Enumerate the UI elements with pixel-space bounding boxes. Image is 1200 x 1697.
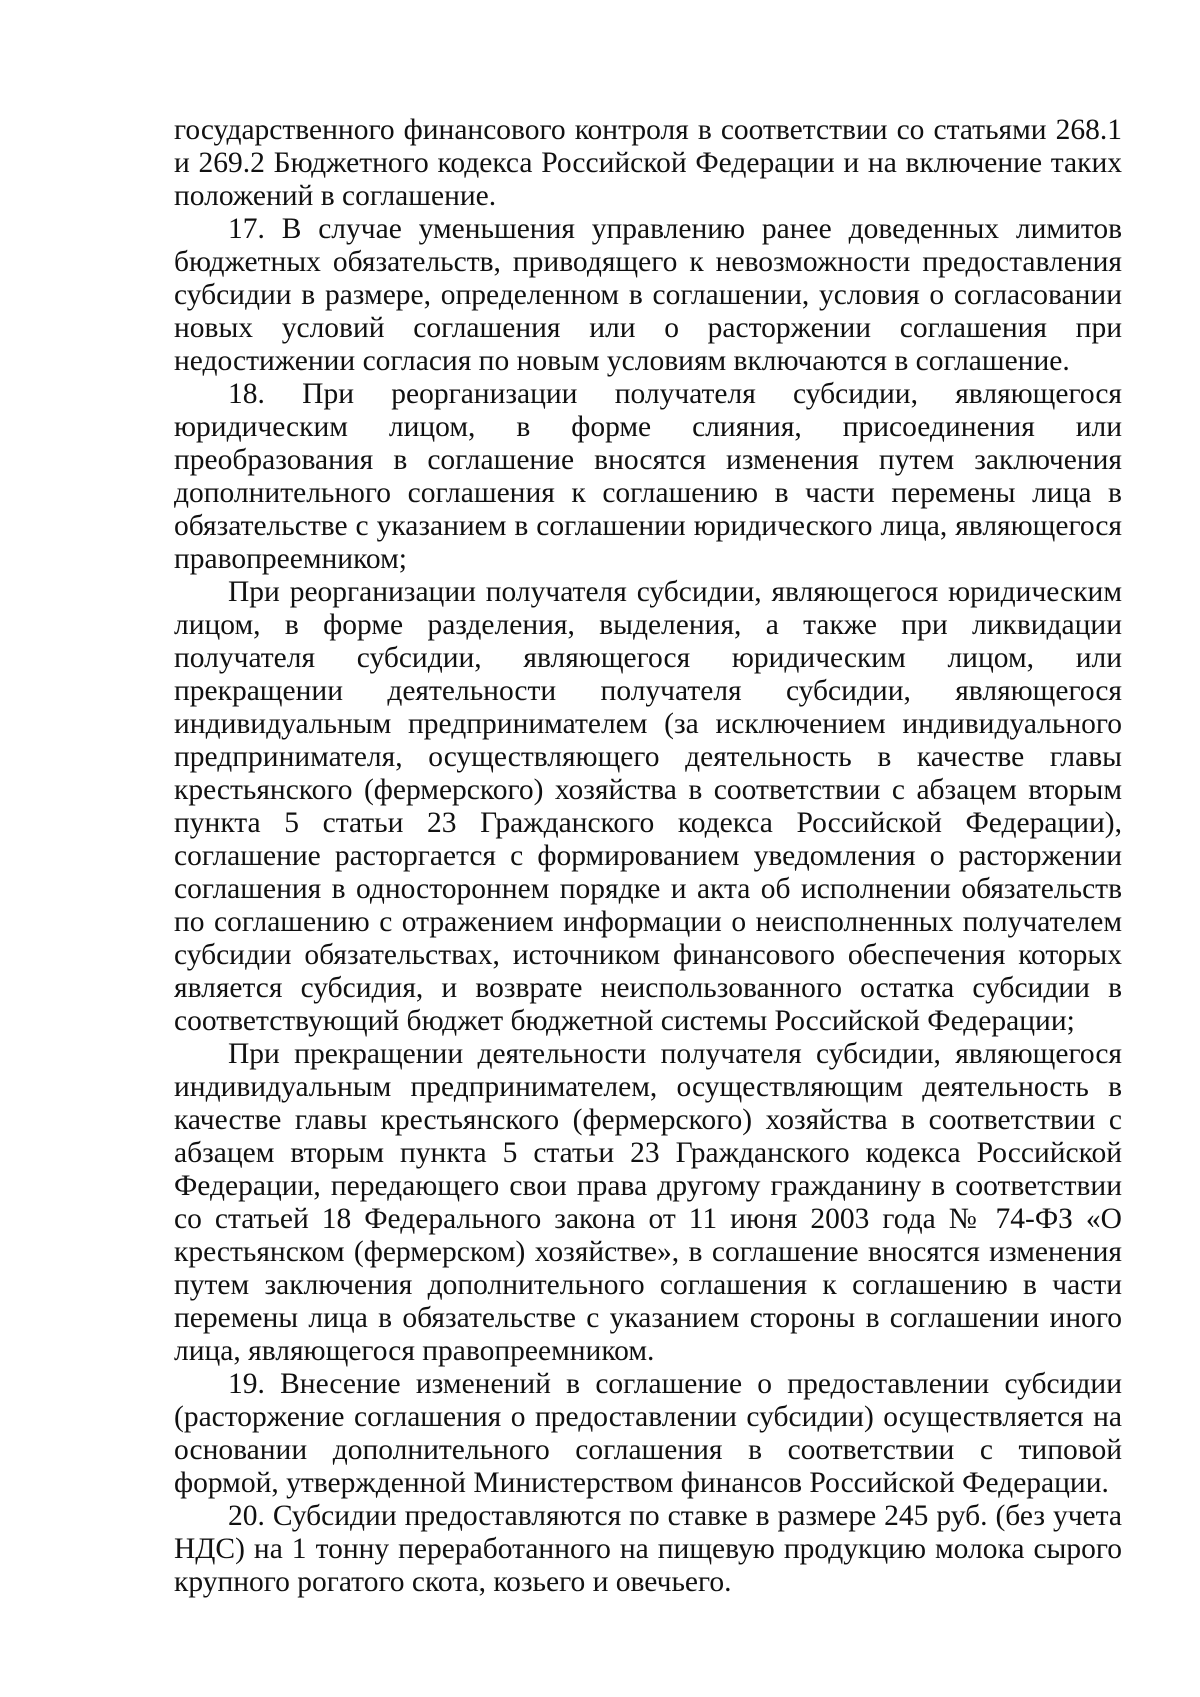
- document-body: [174, 114, 1122, 1599]
- paragraph-item-20: 20. Субсидии предоставляются по ставке в размере 245 руб. (без учета НДС) на 1 тонну переработанного на пищевую продукцию молока сырого крупного рогатого скота, козьего и овечьего.: [174, 1500, 1122, 1598]
- paragraph-reorganization-division: При реорганизации получателя субсидии, являющегося юридическим лицом, в форме разделения, выделения, а также при ликвидации получателя субсидии, являющегося юридическим лицом, или прекращении деятельности получателя субсидии, являющегося индивидуальным предпринимателем (за исключением индивидуального предпринимателя, осуществляющего деятельность в качестве главы крестьянского (фермерского) хозяйства в соответствии с абзацем вторым пункта 5 статьи 23 Гражданского кодекса Российской Федерации), соглашение расторгается с формированием уведомления о расторжении соглашения в одностороннем порядке и акта об исполнении обязательств по соглашению с отражением информации о неисполненных получателем субсидии обязательствах, источником финансового обеспечения которых является субсидия, и возврате неиспользованного остатка субсидии в соответствующий бюджет бюджетной системы Российской Федерации;: [174, 576, 1122, 1037]
- paragraph-item-19: 19. Внесение изменений в соглашение о предоставлении субсидии (расторжение соглашения о предоставлении субсидии) осуществляется на основании дополнительного соглашения в соответствии с типовой формой, утвержденной Министерством финансов Российской Федерации.: [174, 1368, 1122, 1499]
- paragraph-item-18: 18. При реорганизации получателя субсидии, являющегося юридическим лицом, в форме слияния, присоединения или преобразования в соглашение вносятся изменения путем заключения дополнительного соглашения к соглашению в части перемены лица в обязательстве с указанием в соглашении юридического лица, являющегося правопреемником;: [174, 378, 1122, 575]
- paragraph-continuation: государственного финансового контроля в соответствии со статьями 268.1 и 269.2 Бюджетного кодекса Российской Федерации и на включение таких положений в соглашение.: [174, 114, 1122, 212]
- paragraph-item-17: 17. В случае уменьшения управлению ранее доведенных лимитов бюджетных обязательств, приводящего к невозможности предоставления субсидии в размере, определенном в соглашении, условия о согласовании новых условий соглашения или о расторжении соглашения при недостижении согласия по новым условиям включаются в соглашение.: [174, 213, 1122, 377]
- paragraph-farm-termination: При прекращении деятельности получателя субсидии, являющегося индивидуальным предпринимателем, осуществляющим деятельность в качестве главы крестьянского (фермерского) хозяйства в соответствии с абзацем вторым пункта 5 статьи 23 Гражданского кодекса Российской Федерации, передающего свои права другому гражданину в соответствии со статьей 18 Федерального закона от 11 июня 2003 года № 74-ФЗ «О крестьянском (фермерском) хозяйстве», в соглашение вносятся изменения путем заключения дополнительного соглашения к соглашению в части перемены лица в обязательстве с указанием стороны в соглашении иного лица, являющегося правопреемником.: [174, 1038, 1122, 1367]
